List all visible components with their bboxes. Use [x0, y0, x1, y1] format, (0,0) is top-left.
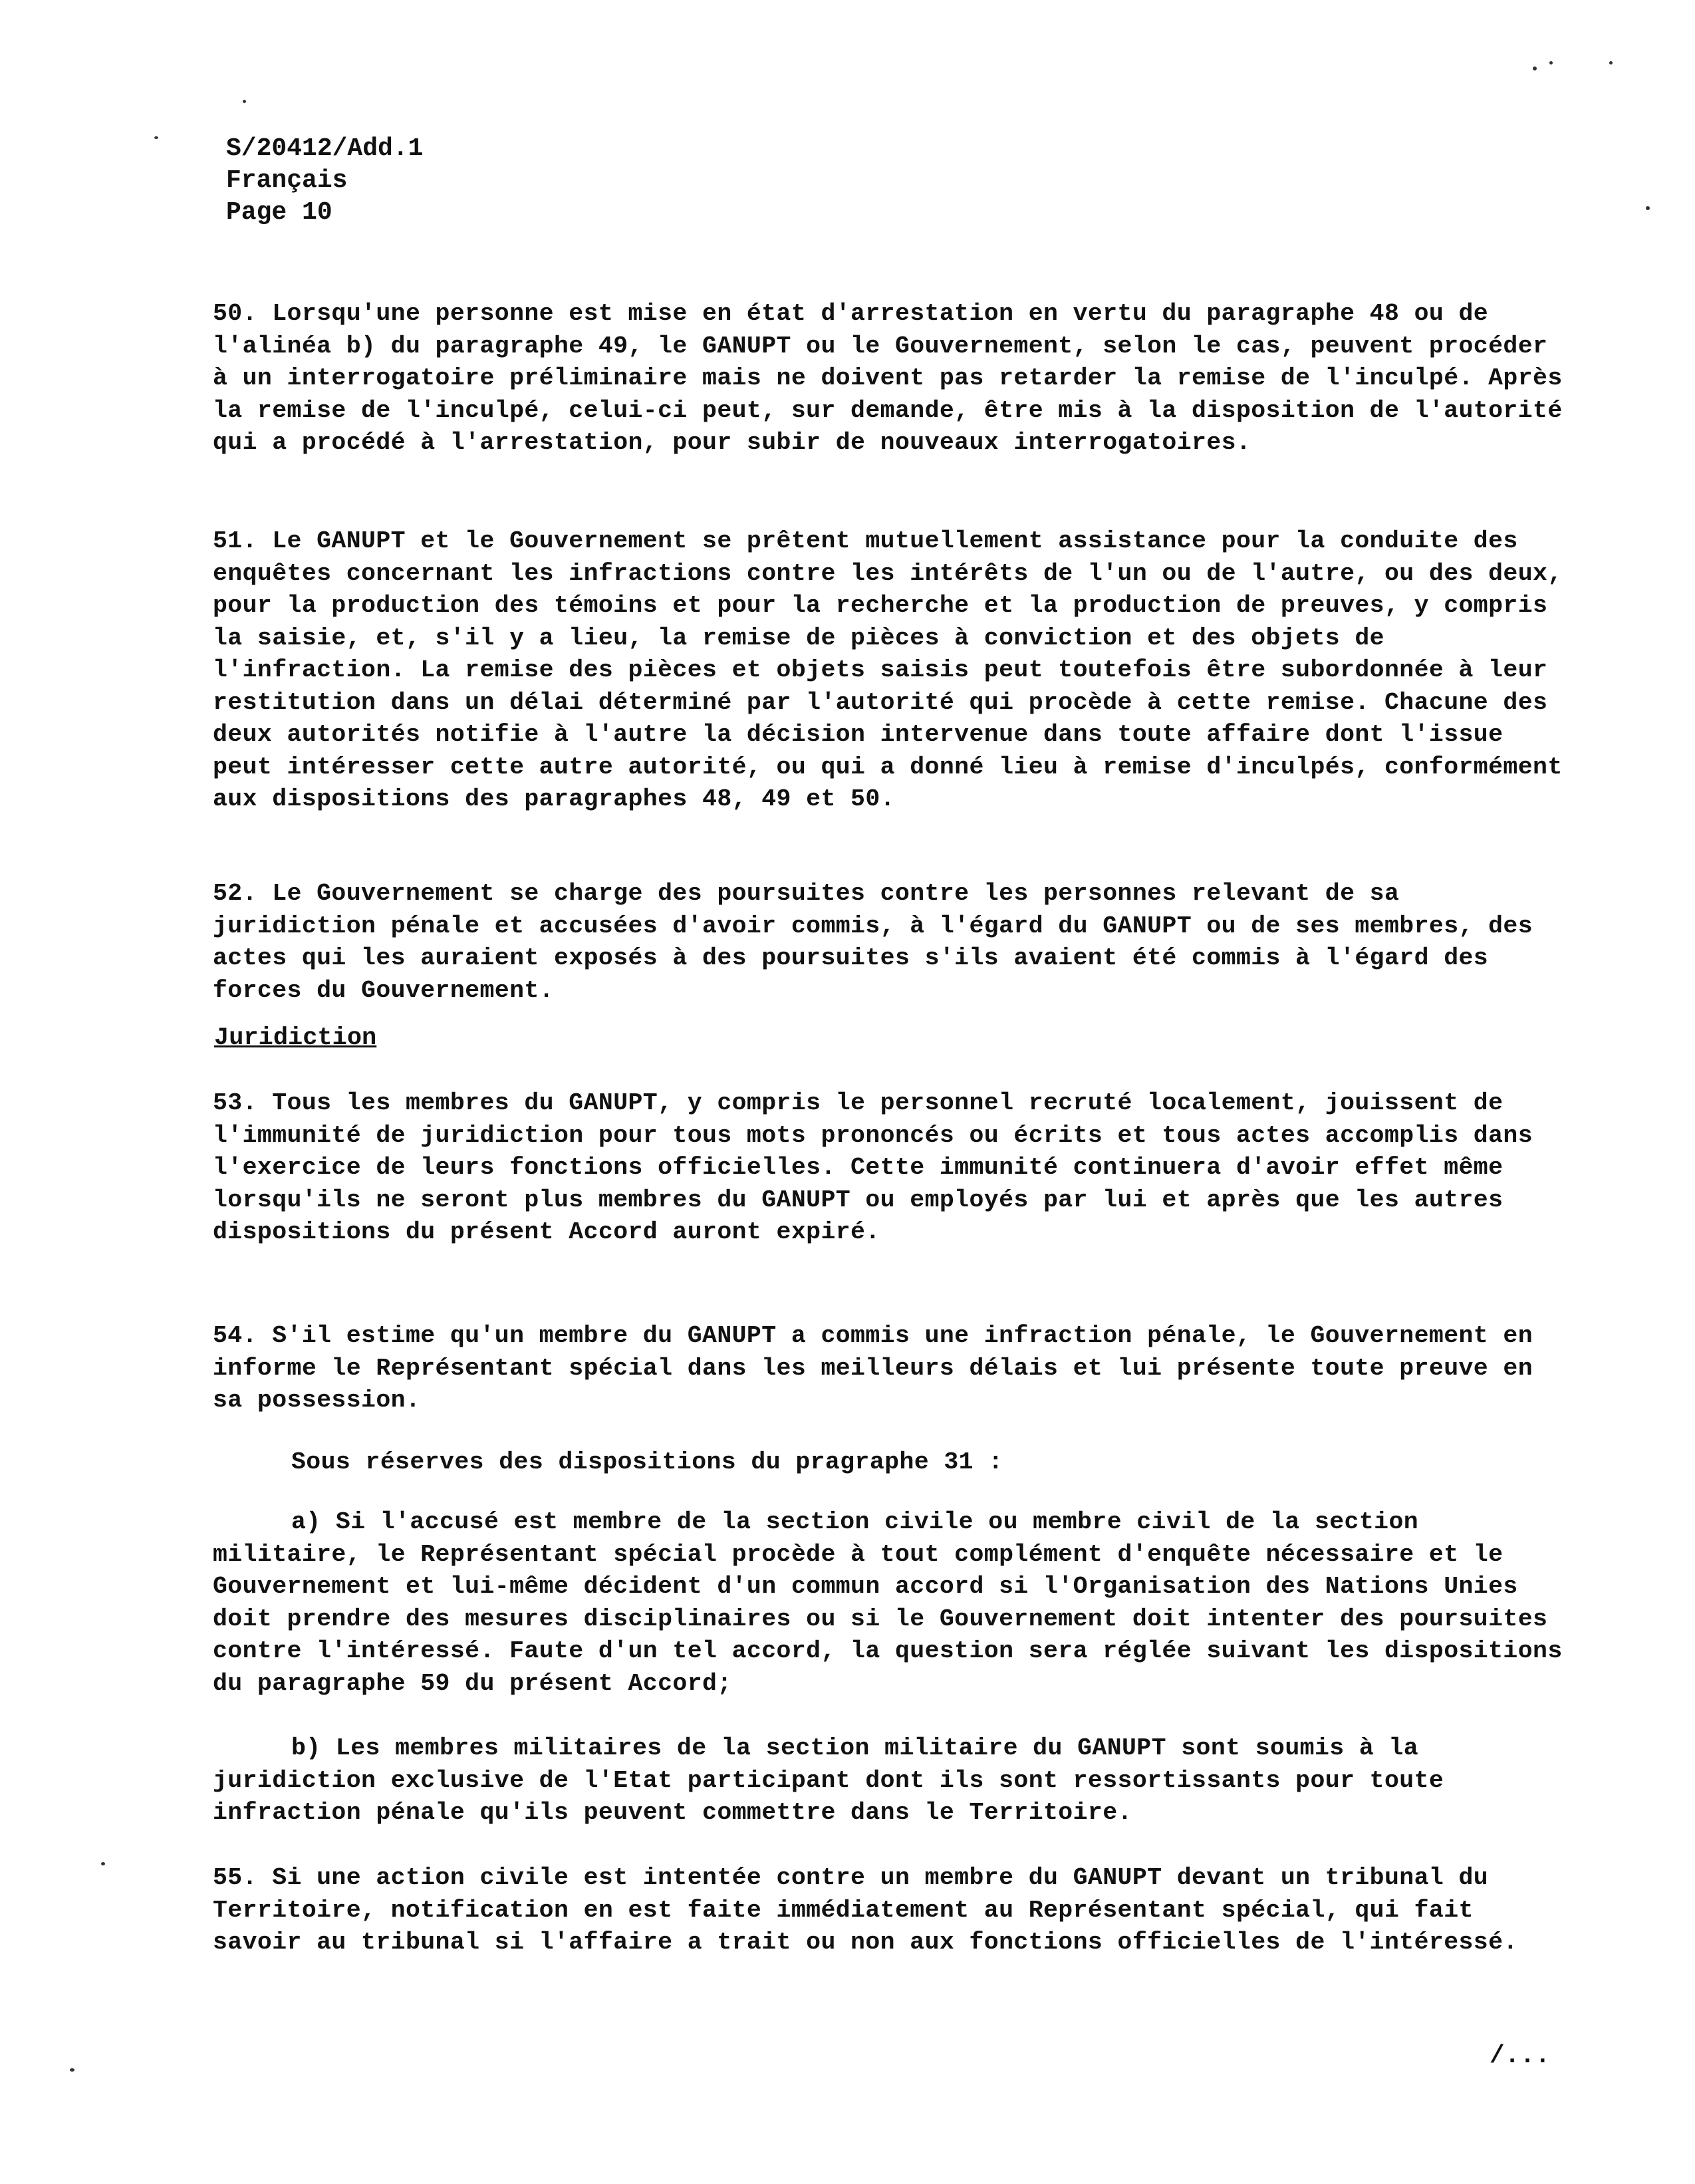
- scan-speck: [154, 136, 158, 139]
- paragraph-54-a: a) Si l'accusé est membre de la section civile ou membre civil de la section militaire, le Représentant spécial procède à tout complément d'enquête nécessaire et le Gouvernement et lui-même décident d'un commun accord si l'Organisation des Nations Unies doit prendre des mesures disciplinaires ou si le Gouvernement doit intenter des poursuites contre l'intéressé. Faute d'un tel accord, la question sera réglée suivant les dispositions du paragraphe 59 du présent Accord;: [213, 1508, 1563, 1697]
- continuation-mark: /...: [1490, 2042, 1551, 2070]
- paragraph-52: 52. Le Gouvernement se charge des poursuites contre les personnes relevant de sa juridiction pénale et accusées d'avoir commis, à l'égard du GANUPT ou de ses membres, des actes qui les auraient exposés à des poursuites s'ils avaient été commis à l'égard des forces du Gouvernement.: [213, 880, 1533, 1004]
- document-language: Français: [226, 166, 348, 195]
- scan-speck: [1646, 206, 1650, 210]
- scan-speck: [1549, 61, 1553, 65]
- paragraph-53: 53. Tous les membres du GANUPT, y compris le personnel recruté localement, jouissent de l'immunité de juridiction pour tous mots prononcés ou écrits et tous actes accomplis dans l'exercice de leurs fonctions officielles. Cette immunité continuera d'avoir effet même lorsqu'ils ne seront plus membres du GANUPT ou employés par lui et après que les autres dispositions du présent Accord auront expiré.: [213, 1089, 1533, 1246]
- document-symbol: S/20412/Add.1: [226, 134, 424, 163]
- scan-speck: [1609, 61, 1613, 65]
- scan-speck: [243, 100, 246, 103]
- paragraph-50: 50. Lorsqu'une personne est mise en état d'arrestation en vertu du paragraphe 48 ou de l'alinéa b) du paragraphe 49, le GANUPT ou le Gouvernement, selon le cas, peuvent procéder à un interrogatoire préliminaire mais ne doivent pas retarder la remise de l'inculpé. Après la remise de l'inculpé, celui-ci peut, sur demande, être mis à la disposition de l'autorité qui a procédé à l'arrestation, pour subir de nouveaux interrogatoires.: [213, 300, 1563, 456]
- scan-speck: [70, 2068, 74, 2072]
- scan-speck: [101, 1862, 105, 1865]
- scan-speck: [1533, 67, 1537, 70]
- paragraph-54-intro: Sous réserves des dispositions du pragraphe 31 :: [291, 1448, 1003, 1476]
- paragraph-54-b: b) Les membres militaires de la section militaire du GANUPT sont soumis à la juridiction exclusive de l'Etat participant dont ils sont ressortissants pour toute infraction pénale qu'ils peuvent commettre dans le Territoire.: [213, 1734, 1444, 1826]
- paragraph-51: 51. Le GANUPT et le Gouvernement se prêtent mutuellement assistance pour la conduite des enquêtes concernant les infractions contre les intérêts de l'un ou de l'autre, ou des deux, pour la production des témoins et pour la recherche et la production de preuves, y compris la saisie, et, s'il y a lieu, la remise de pièces à conviction et des objets de l'infraction. La remise des pièces et objets saisis peut toutefois être subordonnée à leur restitution dans un délai déterminé par l'autorité qui procède à cette remise. Chacune des deux autorités notifie à l'autre la décision intervenue dans toute affaire dont l'issue peut intéresser cette autre autorité, ou qui a donné lieu à remise d'inculpés, conformément aux dispositions des paragraphes 48, 49 et 50.: [213, 527, 1563, 813]
- section-heading-juridiction: Juridiction: [214, 1024, 377, 1052]
- page-number: Page 10: [226, 198, 332, 227]
- paragraph-54: 54. S'il estime qu'un membre du GANUPT a commis une infraction pénale, le Gouvernement en informe le Représentant spécial dans les meilleurs délais et lui présente toute preuve en sa possession.: [213, 1322, 1533, 1414]
- paragraph-55: 55. Si une action civile est intentée contre un membre du GANUPT devant un tribunal du Territoire, notification en est faite immédiatement au Représentant spécial, qui fait savoir au tribunal si l'affaire a trait ou non aux fonctions officielles de l'intéressé.: [213, 1864, 1518, 1956]
- document-header: [226, 133, 423, 229]
